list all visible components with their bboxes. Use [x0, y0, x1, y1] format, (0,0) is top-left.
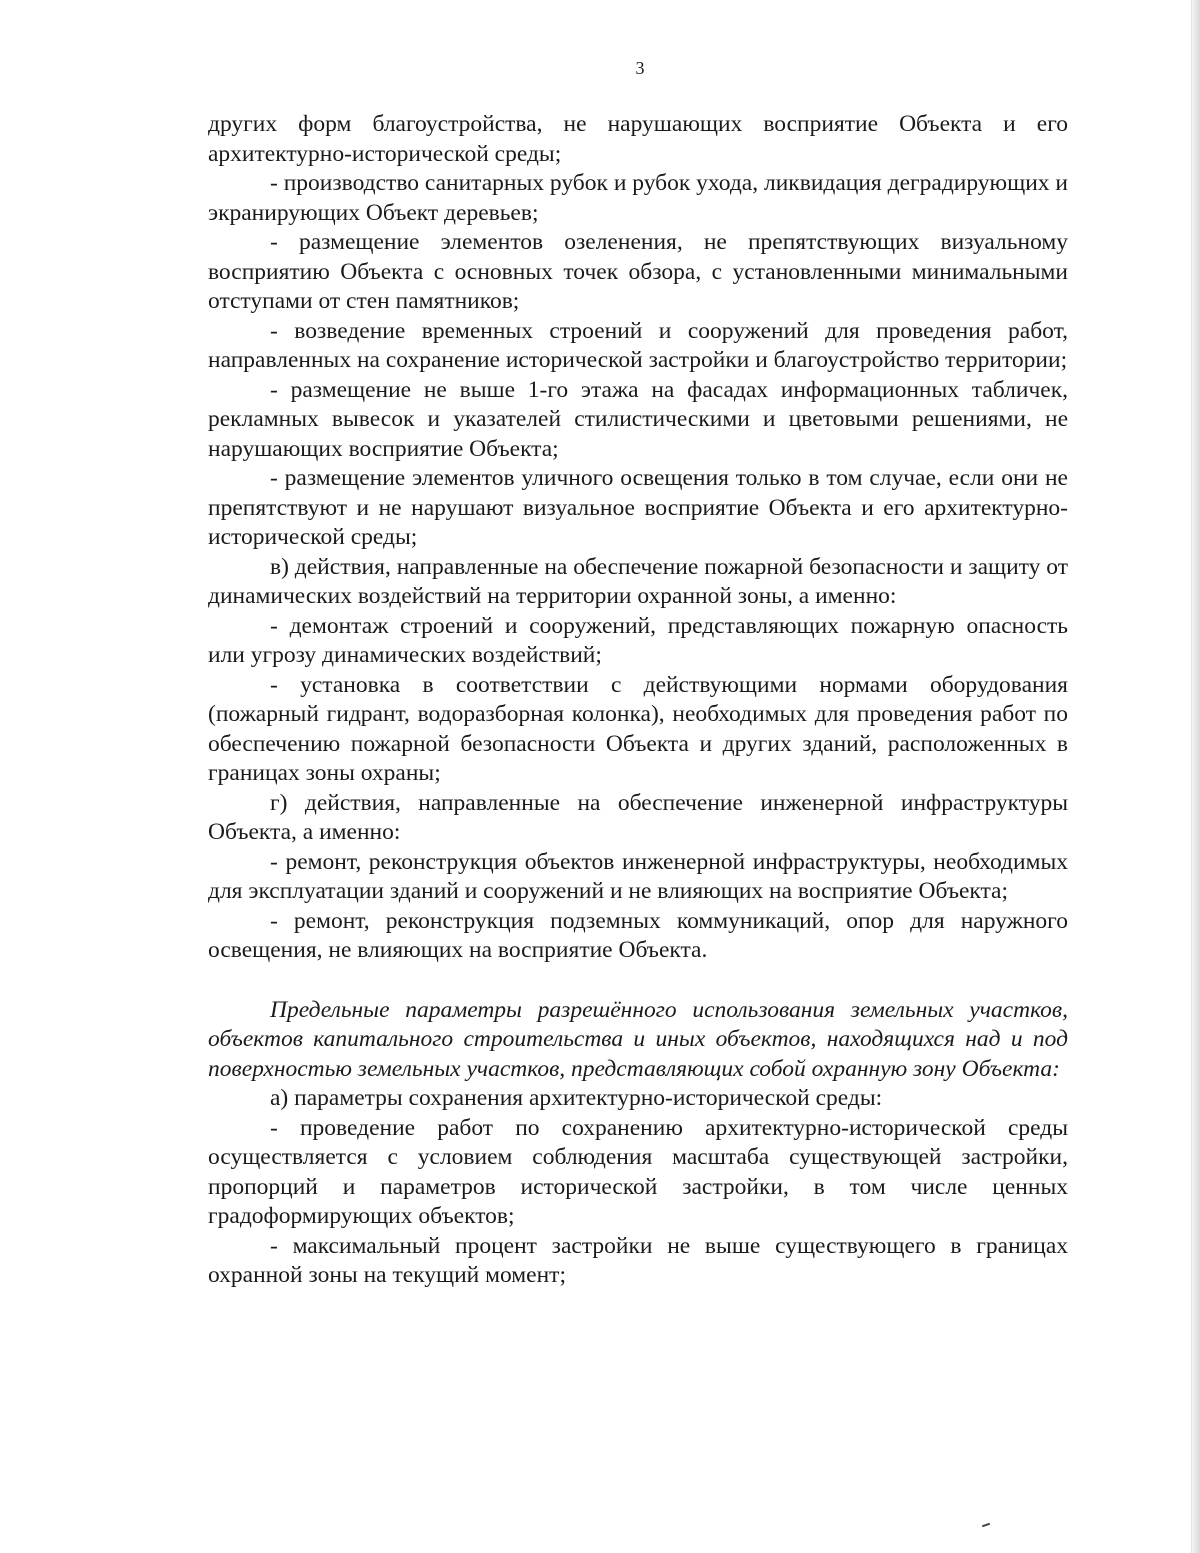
paragraph-max-building-percent: - максимальный процент застройки не выше существующего в границах охранной зоны на текущий момент;: [208, 1232, 1068, 1288]
paragraph-equipment-installation: - установка в соответствии с действующими нормами оборудования (пожарный гидрант, водоразборная колонка), необходимых для проведения работ по обеспечению пожарной безопасности Объекта и других зданий, расположенных в границах зоны охраны;: [208, 671, 1068, 786]
paragraph-street-lighting: - размещение элементов уличного освещения только в том случае, если они не препятствуют и не нарушают визуальное восприятие Объекта и его архитектурно-исторической среды;: [208, 465, 1068, 550]
paragraph-engineering-infrastructure: г) действия, направленные на обеспечение инженерной инфраструктуры Объекта, а именно:: [208, 789, 1068, 845]
section-gap: [208, 966, 1068, 996]
paragraph-signage: - размещение не выше 1-го этажа на фасадах информационных табличек, рекламных вывесок и указателей стилистическими и цветовыми решениями, не нарушающих восприятие Объекта;: [208, 376, 1068, 462]
page-number: 3: [635, 58, 645, 78]
paragraph-underground-utilities: - ремонт, реконструкция подземных коммуникаций, опор для наружного освещения, не влияющих на восприятие Объекта.: [208, 907, 1068, 963]
document-body: [208, 110, 1068, 1291]
paragraph-preservation-parameters: а) параметры сохранения архитектурно-исторической среды:: [270, 1085, 883, 1111]
paragraph-sanitary-felling: - производство санитарных рубок и рубок ухода, ликвидация деградирующих и экранирующих Объект деревьев;: [208, 170, 1068, 226]
section-heading-parameters: Предельные параметры разрешённого использования земельных участков, объектов капитального строительства и иных объектов, находящихся над и под поверхностью земельных участков, представляющих собой охранную зону Объекта:: [208, 996, 1068, 1082]
scan-mark: [982, 1523, 990, 1528]
paragraph-preservation-works: - проведение работ по сохранению архитектурно-исторической среды осуществляется с условием соблюдения масштаба существующей застройки, пропорций и параметров исторической застройки, в том числе ценных градоформирующих объектов;: [208, 1114, 1068, 1229]
paragraph-continuation: других форм благоустройства, не нарушающих восприятие Объекта и его архитектурно-исторической среды;: [208, 111, 1068, 167]
paragraph-greenery: - размещение элементов озеленения, не препятствующих визуальному восприятию Объекта с основных точек обзора, с установленными минимальными отступами от стен памятников;: [208, 229, 1068, 314]
paragraph-fire-safety: в) действия, направленные на обеспечение пожарной безопасности и защиту от динамических воздействий на территории охранной зоны, а именно:: [208, 553, 1069, 609]
paragraph-temporary-buildings: - возведение временных строений и сооружений для проведения работ, направленных на сохранение исторической застройки и благоустройство территории;: [208, 317, 1068, 373]
paragraph-infrastructure-repair: - ремонт, реконструкция объектов инженерной инфраструктуры, необходимых для эксплуатации зданий и сооружений и не влияющих на восприятие Объекта;: [208, 848, 1068, 904]
paragraph-demolition: - демонтаж строений и сооружений, представляющих пожарную опасность или угрозу динамических воздействий;: [208, 612, 1068, 668]
page-edge: [1191, 0, 1200, 1553]
